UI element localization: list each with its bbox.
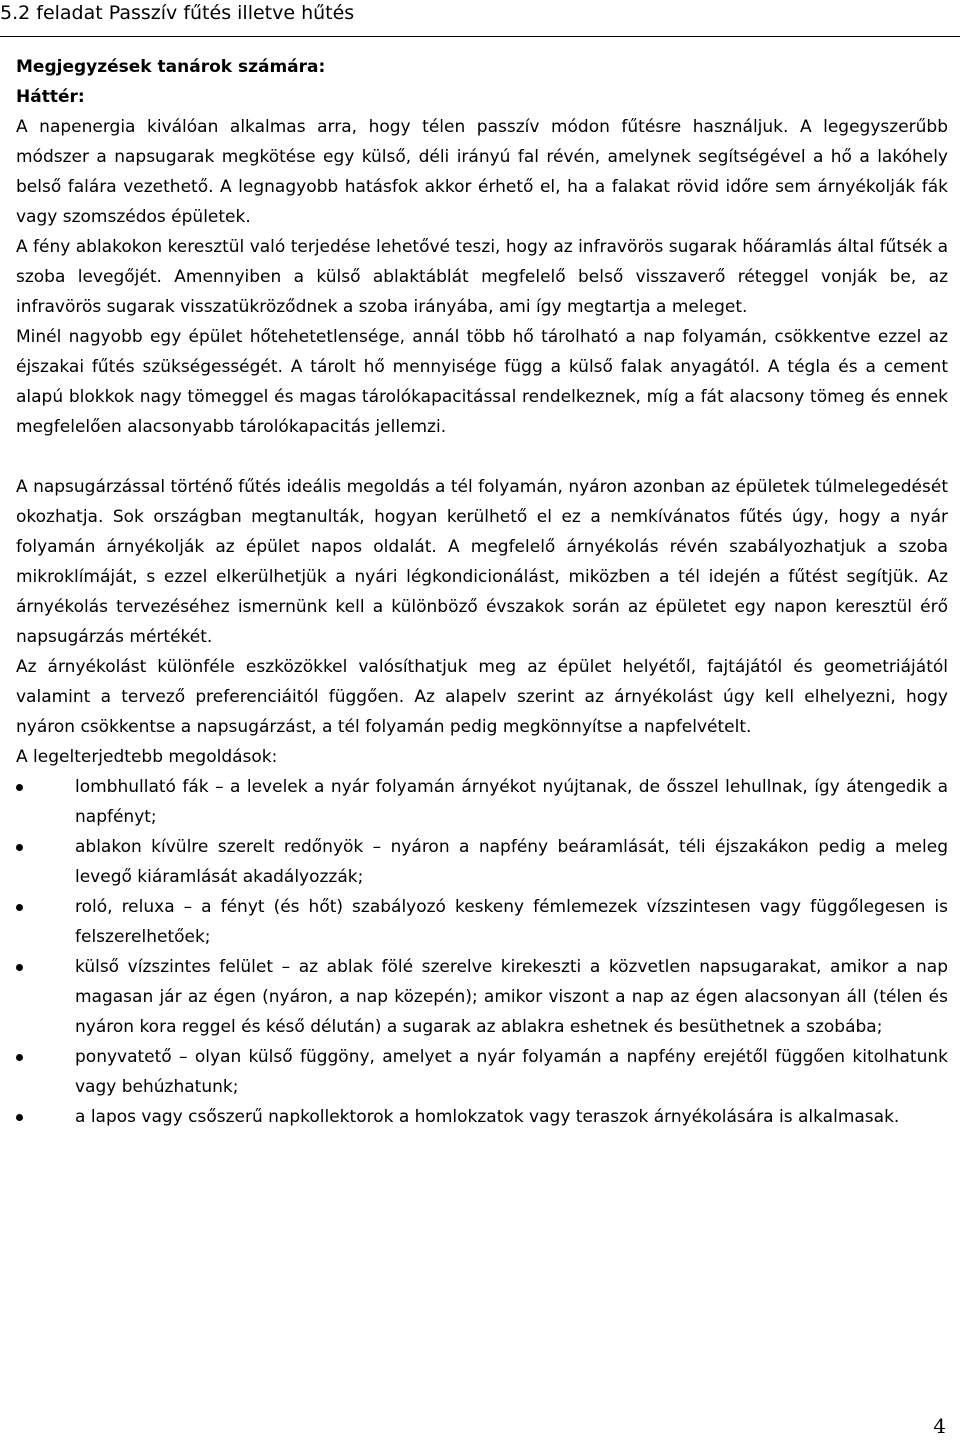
list-item-text: ponyvatető – olyan külső függöny, amelyet a nyár folyamán a napfény erejétől függően kitolhatunk vagy behúzhatunk; — [75, 1047, 948, 1097]
list-item-text: roló, reluxa – a fényt (és hőt) szabályozó keskeny fémlemezek vízszintesen vagy függőlegesen is felszerelhetőek; — [75, 897, 948, 947]
list-item — [16, 832, 948, 892]
section-title: 5.2 feladat Passzív fűtés illetve hűtés — [0, 2, 355, 24]
document-body — [16, 52, 948, 1132]
bullet-icon — [16, 964, 23, 971]
header-divider — [0, 36, 960, 37]
bullet-icon — [16, 904, 23, 911]
notes-heading: Megjegyzések tanárok számára: — [16, 57, 326, 77]
list-item-text: a lapos vagy csőszerű napkollektorok a homlokzatok vagy teraszok árnyékolására is alkalmasak. — [75, 1107, 900, 1127]
list-item — [16, 1102, 948, 1132]
list-item — [16, 952, 948, 1042]
paragraph: Az árnyékolást különféle eszközökkel valósíthatjuk meg az épület helyétől, fajtájától és geometriájától valamint a tervező preferenciáitól függően. Az alapelv szerint az árnyékolást úgy kell elhelyezni, hogy nyáron csökkentse a napsugárzást, a tél folyamán pedig megkönnyítse a napfelvételt. — [16, 657, 948, 737]
paragraph: A fény ablakokon keresztül való terjedése lehetővé teszi, hogy az infravörös sugarak hőáramlás által fűtsék a szoba levegőjét. Amennyiben a külső ablaktáblát megfelelő belső visszaverő réteggel vonják be, az infravörös sugarak visszatükröződnek a szoba irányába, ami így megtartja a meleget. — [16, 237, 948, 317]
bullet-icon — [16, 784, 23, 791]
list-item — [16, 772, 948, 832]
list-item — [16, 1042, 948, 1102]
bullet-icon — [16, 1114, 23, 1121]
solutions-list — [16, 772, 948, 1132]
page-number: 4 — [933, 1414, 946, 1438]
list-intro: A legelterjedtebb megoldások: — [16, 747, 278, 767]
paragraph-spacer — [16, 442, 948, 472]
bullet-icon — [16, 1054, 23, 1061]
paragraph: A napenergia kiválóan alkalmas arra, hogy télen passzív módon fűtésre használjuk. A legegyszerűbb módszer a napsugarak megkötése egy külső, déli irányú fal révén, amelynek segítségével a hő a lakóhely belső falára vezethető. A legnagyobb hatásfok akkor érhető el, ha a falakat rövid időre sem árnyékolják fák vagy szomszédos épületek. — [16, 117, 948, 227]
background-heading: Háttér: — [16, 87, 85, 107]
list-item-text: ablakon kívülre szerelt redőnyök – nyáron a napfény beáramlását, téli éjszakákon pedig a meleg levegő kiáramlását akadályozzák; — [75, 837, 948, 887]
list-item-text: külső vízszintes felület – az ablak fölé szerelve kirekeszti a közvetlen napsugarakat, amikor a nap magasan jár az égen (nyáron, a nap közepén); amikor viszont a nap az égen alacsonyan áll (télen és nyáron kora reggel és késő délután) a sugarak az ablakra eshetnek és besüthetnek a szobába; — [75, 957, 948, 1037]
paragraph: Minél nagyobb egy épület hőtehetetlensége, annál több hő tárolható a nap folyamán, csökkentve ezzel az éjszakai fűtés szükségességét. A tárolt hő mennyisége függ a külső falak anyagától. A tégla és a cement alapú blokkok nagy tömeggel és magas tárolókapacitással rendelkeznek, míg a fát alacsony tömeg és ennek megfelelően alacsonyabb tárolókapacitás jellemzi. — [16, 327, 948, 437]
list-item — [16, 892, 948, 952]
bullet-icon — [16, 844, 23, 851]
paragraph: A napsugárzással történő fűtés ideális megoldás a tél folyamán, nyáron azonban az épületek túlmelegedését okozhatja. Sok országban megtanulták, hogyan kerülhető el ez a nemkívánatos fűtés úgy, hogy a nyár folyamán árnyékolják az épület napos oldalát. A megfelelő árnyékolás révén szabályozhatjuk a szoba mikroklímáját, s ezzel elkerülhetjük a nyári légkondicionálást, miközben a tél idején a fűtést segítjük. Az árnyékolás tervezéséhez ismernünk kell a különböző évszakok során az épületet egy napon keresztül érő napsugárzás mértékét. — [16, 477, 948, 647]
list-item-text: lombhullató fák – a levelek a nyár folyamán árnyékot nyújtanak, de ősszel lehullnak, így átengedik a napfényt; — [75, 777, 948, 827]
